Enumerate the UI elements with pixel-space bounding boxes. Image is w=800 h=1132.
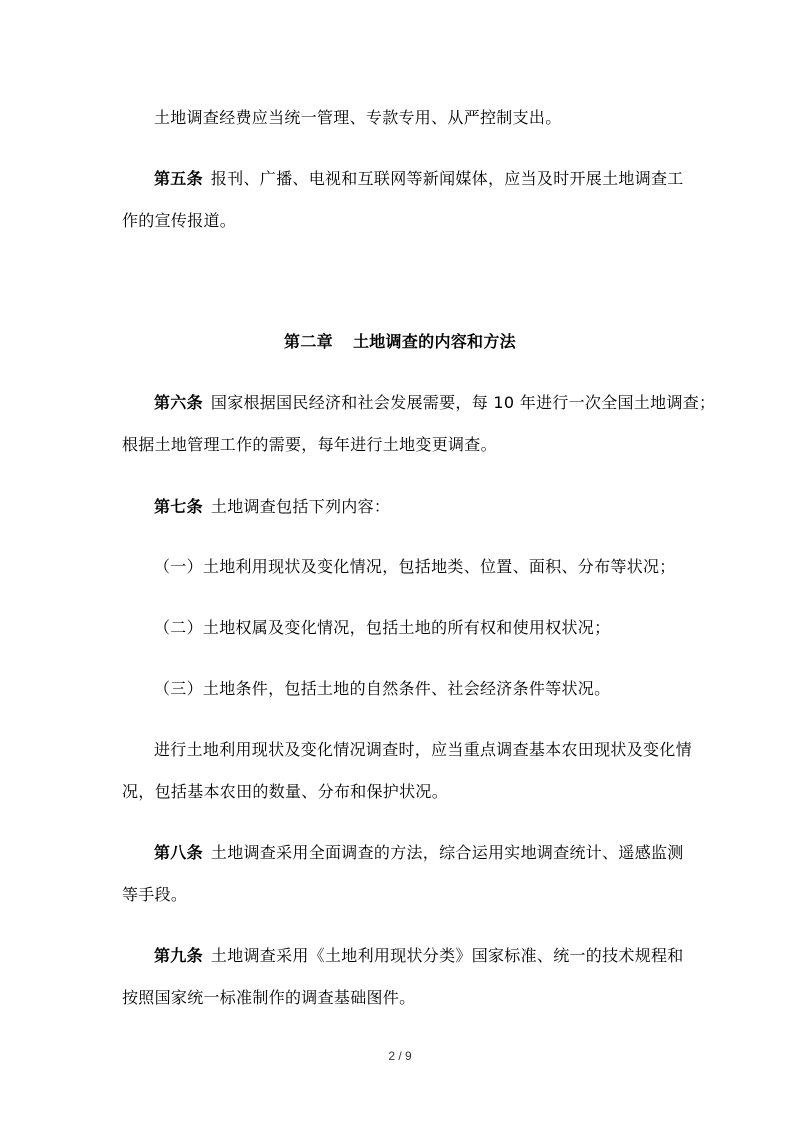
article-6-text: 国家根据国民经济和社会发展需要，每 10 年进行一次全国土地调查； [210,393,716,412]
article-5-text: 报刊、广播、电视和互联网等新闻媒体，应当及时开展土地调查工 [210,169,684,188]
article-9-line-1 [154,946,734,966]
article-5-label: 第五条 [154,169,203,188]
article-9-line-2: 按照国家统一标准制作的调查基础图件。 [122,988,416,1007]
page-number: 2 / 9 [388,1049,412,1063]
article-5-line-1 [154,169,734,189]
chapter-heading [0,332,800,352]
paragraph-funding: 土地调查经费应当统一管理、专款专用、从严控制支出。 [154,108,562,127]
list-item: （三）土地条件，包括土地的自然条件、社会经济条件等状况。 [154,679,611,698]
article-6-line-2: 根据土地管理工作的需要，每年进行土地变更调查。 [122,435,497,454]
chapter-title: 土地调查的内容和方法 [352,332,516,351]
article-8-line-1 [154,843,734,863]
article-8-text: 土地调查采用全面调查的方法，综合运用实地调查统计、遥感监测 [210,843,684,862]
chapter-number: 第二章 [284,332,333,351]
list-item: （一）土地利用现状及变化情况，包括地类、位置、面积、分布等状况； [154,557,676,576]
article-7-note-line-2: 况，包括基本农田的数量、分布和保护状况。 [122,782,449,801]
list-item: （二）土地权属及变化情况，包括土地的所有权和使用权状况； [154,618,611,637]
article-6-line-1 [154,393,734,413]
article-7-note-line-1: 进行土地利用现状及变化情况调查时，应当重点调查基本农田现状及变化情 [154,740,692,759]
article-7-text: 土地调查包括下列内容： [210,497,391,516]
article-9-text: 土地调查采用《土地利用现状分类》国家标准、统一的技术规程和 [210,946,684,965]
article-8-label: 第八条 [154,843,203,862]
article-7-label: 第七条 [154,497,203,516]
article-9-label: 第九条 [154,946,203,965]
article-7-line-1 [154,497,734,517]
article-5-line-2: 作的宣传报道。 [122,211,237,230]
article-6-label: 第六条 [154,393,203,412]
article-8-line-2: 等手段。 [122,885,188,904]
